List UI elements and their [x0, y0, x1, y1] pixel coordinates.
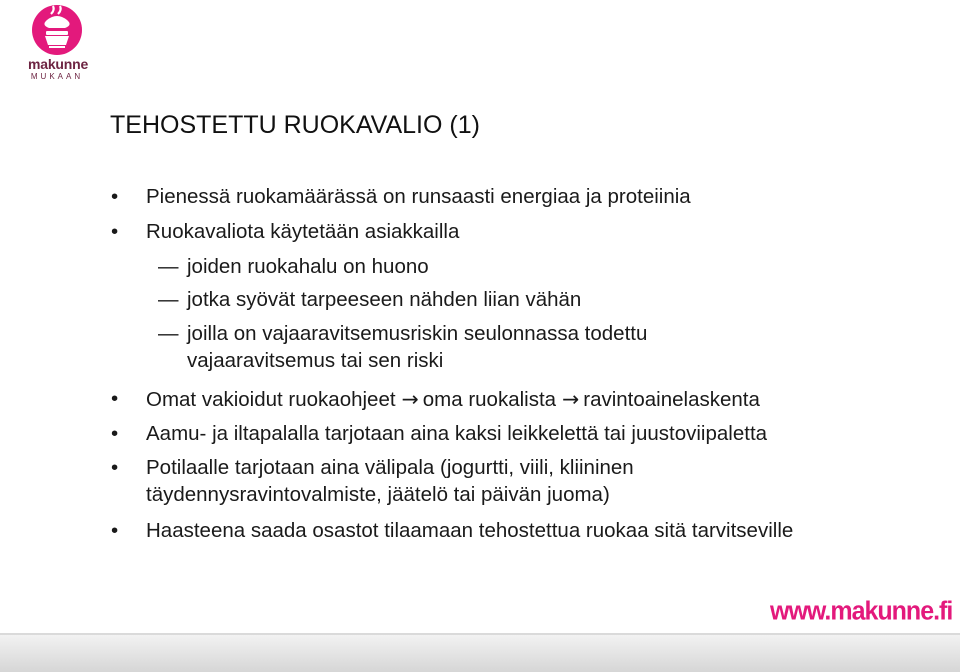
slide-title: TEHOSTETTU RUOKAVALIO (1) [110, 111, 480, 139]
bullet-icon: • [111, 185, 119, 208]
website-link[interactable]: www.makunne.fi [770, 596, 953, 626]
list-item-text: Potilaalle tarjotaan aina välipala (jogurtti, viili, kliininen [146, 456, 634, 479]
list-item-text: Aamu- ja iltapalalla tarjotaan aina kaksi leikkelettä tai juustoviipaletta [146, 422, 768, 445]
arrow-right-icon: → [562, 387, 580, 411]
sub-list-item-text: jotka syövät tarpeeseen nähden liian vähän [187, 288, 582, 311]
chef-pot-logo-icon [31, 4, 83, 60]
footer-bar [0, 635, 960, 672]
sub-list-item-text: vajaaravitsemus tai sen riski [187, 349, 444, 372]
bullet-icon: • [111, 220, 119, 243]
makunne-logo [28, 4, 89, 84]
list-item-text: Haasteena saada osastot tilaamaan tehostettua ruokaa sitä tarvitseville [146, 519, 794, 542]
list-item-text: Ruokavaliota käytetään asiakkailla [146, 220, 460, 243]
arrow-right-icon: → [401, 387, 419, 411]
list-item-text: Pienessä ruokamäärässä on runsaasti energiaa ja proteiinia [146, 185, 691, 208]
logo-subtitle: MUKAAN [30, 72, 84, 81]
list-item-part: Omat vakioidut ruokaohjeet [146, 388, 396, 411]
bullet-icon: • [111, 456, 119, 479]
bullet-icon: • [111, 519, 119, 542]
list-item-text [146, 387, 760, 412]
bullet-icon: • [111, 422, 119, 445]
sub-list-item-text: joilla on vajaaravitsemusriskin seulonnassa todettu [187, 322, 648, 345]
list-item-text: täydennysravintovalmiste, jäätelö tai päivän juoma) [146, 483, 610, 506]
list-item-part: ravintoainelaskenta [583, 388, 760, 411]
bullet-icon: • [111, 387, 119, 410]
logo-wordmark: makunne [28, 56, 89, 72]
list-item-part: oma ruokalista [422, 388, 557, 411]
sub-list-item-text: joiden ruokahalu on huono [187, 255, 429, 278]
dash-icon: — [158, 255, 179, 278]
dash-icon: — [158, 288, 179, 311]
dash-icon: — [158, 322, 179, 345]
